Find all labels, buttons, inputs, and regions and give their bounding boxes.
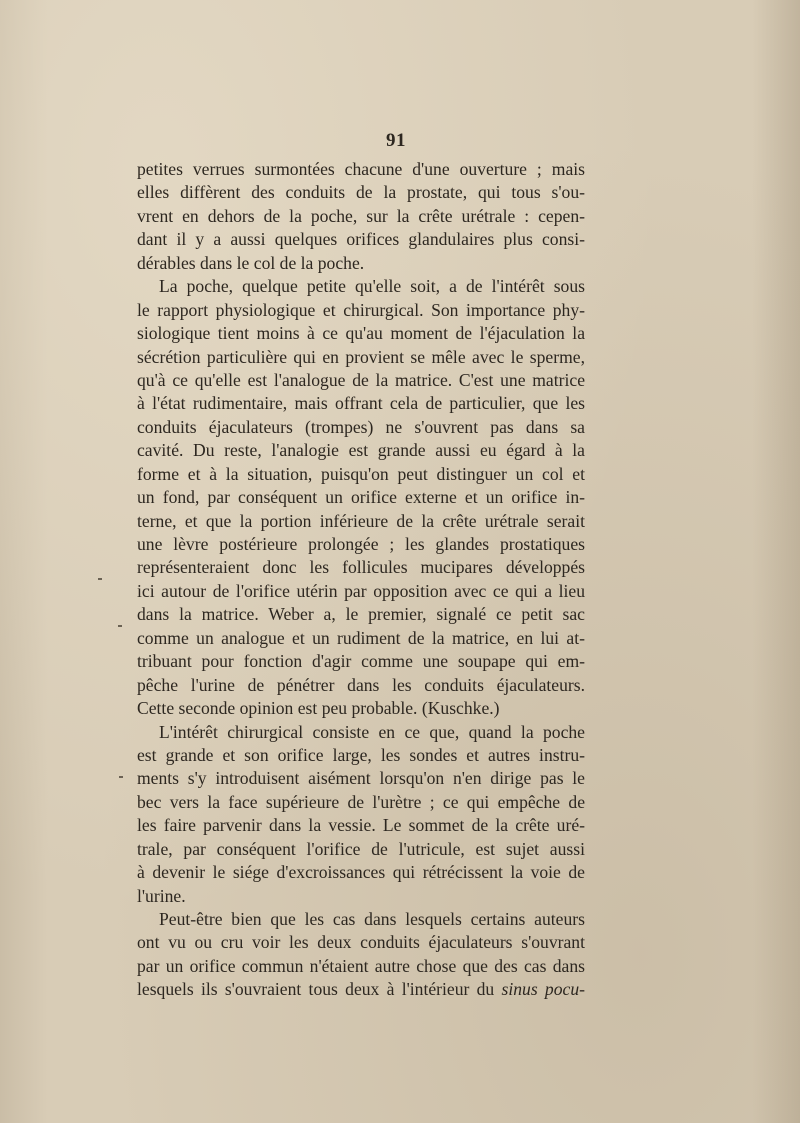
text-line: qu'à ce qu'elle est l'analogue de la matrice. C'est une matrice bbox=[137, 369, 585, 390]
text-line: représenteraient donc les follicules mucipares développés bbox=[137, 557, 585, 578]
text-line: cavité. Du reste, l'analogie est grande aussi eu égard à la bbox=[137, 440, 585, 461]
text-line: terne, et que la portion inférieure de la crête urétrale serait bbox=[137, 510, 585, 531]
text-line: dans la matrice. Weber a, le premier, signalé ce petit sac bbox=[137, 604, 585, 625]
margin-mark bbox=[119, 776, 123, 778]
text-line: comme un analogue et un rudiment de la matrice, en lui at- bbox=[137, 627, 585, 648]
text-line: Cette seconde opinion est peu probable. (Kuschke.) bbox=[137, 698, 500, 719]
text-line: dérables dans le col de la poche. bbox=[137, 252, 365, 273]
text-segment: lesquels ils s'ouvraient tous deux à l'intérieur du bbox=[137, 979, 502, 1000]
text-line: une lèvre postérieure prolongée ; les glandes prostatiques bbox=[137, 534, 585, 554]
text-line: sécrétion particulière qui en provient se mêle avec le sperme, bbox=[137, 346, 585, 367]
text-line: est grande et son orifice large, les sondes et autres instru- bbox=[137, 744, 585, 765]
text-line: ments s'y introduisent aisément lorsqu'on n'en dirige pas le bbox=[137, 768, 585, 789]
text-line: ont vu ou cru voir les deux conduits éjaculateurs s'ouvrant bbox=[137, 932, 585, 953]
text-line-final bbox=[137, 978, 585, 1001]
text-line: La poche, quelque petite qu'elle soit, a de l'intérêt sous bbox=[159, 276, 585, 297]
text-line: ici autour de l'orifice utérin par opposition avec ce qui a lieu bbox=[137, 580, 585, 601]
margin-mark bbox=[98, 578, 102, 580]
text-line: le rapport physiologique et chirurgical. Son importance phy- bbox=[137, 299, 585, 320]
text-line: pêche l'urine de pénétrer dans les conduits éjaculateurs. bbox=[137, 674, 585, 695]
text-line: forme et à la situation, puisqu'on peut distinguer un col et bbox=[137, 463, 585, 484]
italic-term: sinus pocu- bbox=[501, 979, 585, 1000]
text-line: Peut-être bien que les cas dans lesquels certains auteurs bbox=[159, 909, 585, 929]
text-line: bec vers la face supérieure de l'urètre ; ce qui empêche de bbox=[137, 791, 585, 812]
text-line: trale, par conséquent l'orifice de l'utricule, est sujet aussi bbox=[137, 838, 585, 859]
text-line: à l'état rudimentaire, mais offrant cela de particulier, que les bbox=[137, 393, 585, 414]
margin-mark bbox=[118, 625, 122, 627]
text-line: à devenir le siége d'excroissances qui rétrécissent la voie de bbox=[137, 862, 585, 883]
text-line: siologique tient moins à ce qu'au moment de l'éjaculation la bbox=[137, 323, 585, 344]
body-text bbox=[137, 158, 585, 1002]
text-line: un fond, par conséquent un orifice externe et un orifice in- bbox=[137, 487, 585, 508]
text-line: dant il y a aussi quelques orifices glandulaires plus consi- bbox=[137, 229, 585, 250]
text-line: elles diffèrent des conduits de la prostate, qui tous s'ou- bbox=[137, 182, 585, 203]
text-line: par un orifice commun n'étaient autre chose que des cas dans bbox=[137, 955, 585, 976]
text-line: l'urine. bbox=[137, 885, 186, 906]
page-number: 91 bbox=[386, 130, 406, 151]
text-line: les faire parvenir dans la vessie. Le sommet de la crête uré- bbox=[137, 815, 585, 836]
text-line: tribuant pour fonction d'agir comme une soupape qui em- bbox=[137, 651, 585, 672]
text-line: L'intérêt chirurgical consiste en ce que, quand la poche bbox=[159, 721, 585, 742]
text-line: petites verrues surmontées chacune d'une ouverture ; mais bbox=[137, 159, 585, 179]
text-line: vrent en dehors de la poche, sur la crête urétrale : cepen- bbox=[137, 205, 585, 226]
text-line: conduits éjaculateurs (trompes) ne s'ouvrent pas dans sa bbox=[137, 416, 585, 437]
